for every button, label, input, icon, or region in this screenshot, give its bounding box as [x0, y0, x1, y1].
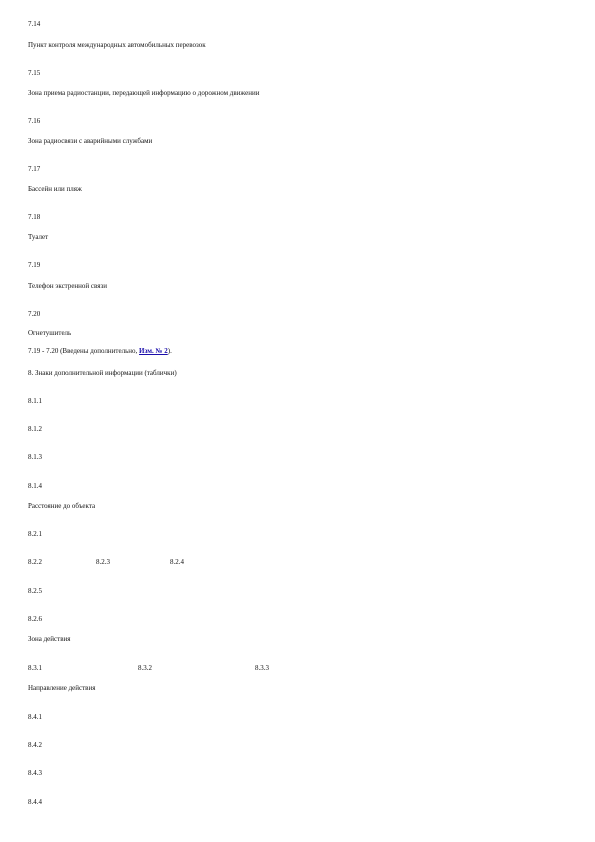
sign-number-8-1-3: 8.1.3 — [28, 453, 42, 461]
sign-number-8-2-6: 8.2.6 — [28, 615, 42, 623]
sign-number-7-16: 7.16 — [28, 117, 41, 125]
sign-number-8-2-2: 8.2.2 — [28, 558, 42, 566]
sign-caption-8-3: Направление действия — [28, 684, 96, 692]
sign-number-8-3-1: 8.3.1 — [28, 664, 42, 672]
sign-number-8-1-4: 8.1.4 — [28, 482, 42, 490]
sign-number-8-2-4: 8.2.4 — [170, 558, 184, 566]
sign-number-8-2-1: 8.2.1 — [28, 530, 42, 538]
sign-number-7-17: 7.17 — [28, 165, 41, 173]
sign-number-8-4-1: 8.4.1 — [28, 713, 42, 721]
sign-caption-8-1: Расстояние до объекта — [28, 502, 96, 510]
sign-number-7-20: 7.20 — [28, 310, 41, 318]
sign-caption-7-19: Телефон экстренной связи — [28, 282, 107, 290]
sign-caption-8-2: Зона действия — [28, 635, 71, 643]
sign-number-7-15: 7.15 — [28, 69, 41, 77]
amendment-note — [28, 347, 172, 356]
sign-number-8-4-2: 8.4.2 — [28, 741, 42, 749]
sign-number-8-2-5: 8.2.5 — [28, 587, 42, 595]
amendment-note-prefix: 7.19 - 7.20 (Введены дополнительно, — [28, 347, 138, 355]
section-8-title: 8. Знаки дополнительной информации (таблички) — [28, 369, 177, 377]
sign-number-8-2-3: 8.2.3 — [96, 558, 110, 566]
sign-number-8-4-4: 8.4.4 — [28, 798, 42, 806]
sign-caption-7-17: Бассейн или пляж — [28, 185, 82, 193]
sign-caption-7-15: Зона приема радиостанции, передающей информацию о дорожном движении — [28, 89, 260, 97]
sign-number-7-14: 7.14 — [28, 20, 41, 28]
sign-caption-7-14: Пункт контроля международных автомобильных перевозок — [28, 41, 206, 49]
sign-number-8-1-1: 8.1.1 — [28, 397, 42, 405]
sign-caption-7-16: Зона радиосвязи с аварийными службами — [28, 137, 153, 145]
amendment-link[interactable]: Изм. № 2 — [139, 347, 168, 355]
sign-number-8-3-2: 8.3.2 — [138, 664, 152, 672]
amendment-note-suffix: ). — [167, 347, 172, 355]
sign-number-7-18: 7.18 — [28, 213, 41, 221]
sign-caption-7-20: Огнетушитель — [28, 329, 72, 337]
sign-number-8-1-2: 8.1.2 — [28, 425, 42, 433]
sign-number-8-4-3: 8.4.3 — [28, 769, 42, 777]
sign-number-8-3-3: 8.3.3 — [255, 664, 269, 672]
sign-number-7-19: 7.19 — [28, 261, 41, 269]
sign-caption-7-18: Туалет — [28, 233, 49, 241]
